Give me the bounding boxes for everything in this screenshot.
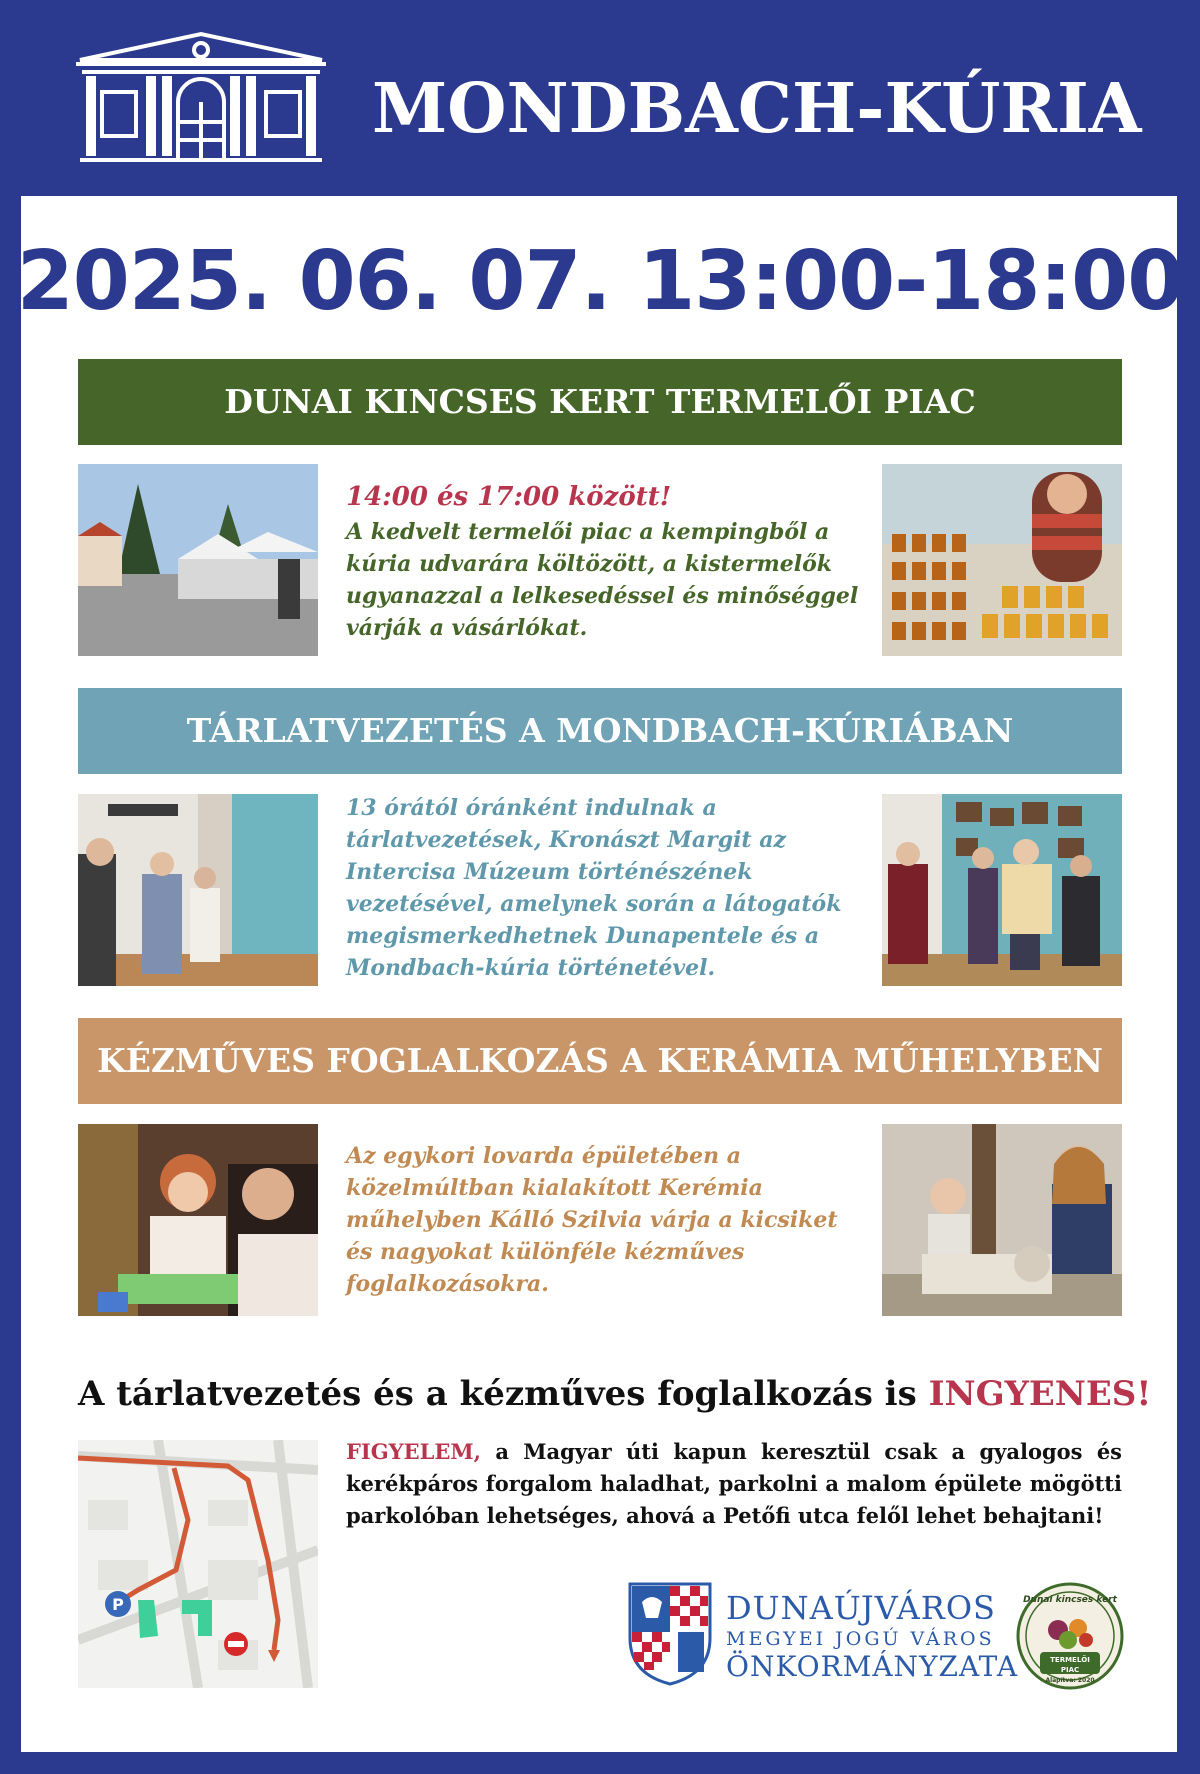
crafts-line: közelmúltban kialakított Kerémia <box>346 1175 763 1201</box>
section-banner-guided-tour: TÁRLATVEZETÉS A MONDBACH-KÚRIÁBAN <box>78 688 1122 774</box>
market-description <box>346 478 866 644</box>
market-badge <box>1016 1582 1124 1690</box>
market-line: A kedvelt termelői piac a kempingből a <box>346 519 830 545</box>
crafts-line: műhelyben Kálló Szilvia várja a kicsiket <box>346 1207 838 1233</box>
section-banner-market: DUNAI KINCSES KERT TERMELŐI PIAC <box>78 359 1122 445</box>
city-logo <box>628 1582 1019 1688</box>
crafts-description <box>346 1140 866 1300</box>
city-authority: ÖNKORMÁNYZATA <box>726 1650 1019 1683</box>
tour-photo-left <box>78 794 318 986</box>
crafts-line: Az egykori lovarda épületében a <box>346 1143 742 1169</box>
parking-icon: P <box>112 1595 124 1614</box>
notice-label: FIGYELEM, <box>346 1439 481 1464</box>
free-entry-highlight: INGYENES! <box>928 1374 1152 1414</box>
crafts-line: és nagyokat különféle kézműves <box>346 1239 745 1265</box>
market-line: várják a vásárlókat. <box>346 615 588 641</box>
market-photo-left <box>78 464 318 656</box>
tour-line: Intercisa Múzeum történészének <box>346 859 753 885</box>
tour-line: Mondbach-kúria történetével. <box>346 955 716 981</box>
tour-line: megismerkedhetnek Dunapentele és a <box>346 923 820 949</box>
badge-founded: Alapítva: 2020 <box>1045 1677 1095 1684</box>
market-line: ugyanazzal a lelkesedéssel és minőséggel <box>346 583 859 609</box>
market-time: 14:00 és 17:00 között! <box>346 482 672 512</box>
parking-map <box>78 1440 318 1688</box>
crafts-photo-right <box>882 1124 1122 1316</box>
badge-label: TERMELŐI <box>1050 1656 1090 1664</box>
tour-photo-right <box>882 794 1122 986</box>
badge-label: PIAC <box>1060 1666 1080 1674</box>
section-banner-crafts: KÉZMŰVES FOGLALKOZÁS A KERÁMIA MŰHELYBEN <box>78 1018 1122 1104</box>
coat-of-arms-icon <box>628 1582 712 1686</box>
badge-title: Dunai kincses kert <box>1023 1595 1117 1605</box>
tour-line: tárlatvezetések, Kronászt Margit az <box>346 827 786 853</box>
tour-line: vezetésével, amelynek során a látogatók <box>346 891 842 917</box>
event-date-time: 2025. 06. 07. 13:00-18:00 <box>16 234 1184 329</box>
free-entry-text: A tárlatvezetés és a kézműves foglalkozás is <box>78 1374 929 1414</box>
header <box>0 0 1200 196</box>
free-entry-notice <box>78 1370 1152 1418</box>
notice-text: a Magyar úti kapun keresztül csak a gyalogos és kerékpáros forgalom haladhat, parkolni a malom épülete mögötti parkolóban lehetséges, ahová a Petőfi utca felől lehet behajtani! <box>346 1439 1122 1528</box>
city-subtitle: MEGYEI JOGÚ VÁROS <box>726 1628 995 1650</box>
tour-description <box>346 792 866 984</box>
city-name: DUNAÚJVÁROS <box>726 1589 996 1627</box>
crafts-line: foglalkozásokra. <box>346 1271 549 1297</box>
no-entry-icon <box>228 1641 244 1647</box>
crafts-photo-left <box>78 1124 318 1316</box>
parking-notice <box>346 1436 1122 1532</box>
page-title: MONDBACH-KÚRIA <box>372 69 1142 149</box>
market-line: kúria udvarára költözött, a kistermelők <box>346 551 832 577</box>
building-icon <box>74 30 328 164</box>
tour-line: 13 órától óránként indulnak a <box>346 795 717 821</box>
market-photo-right <box>882 464 1122 656</box>
